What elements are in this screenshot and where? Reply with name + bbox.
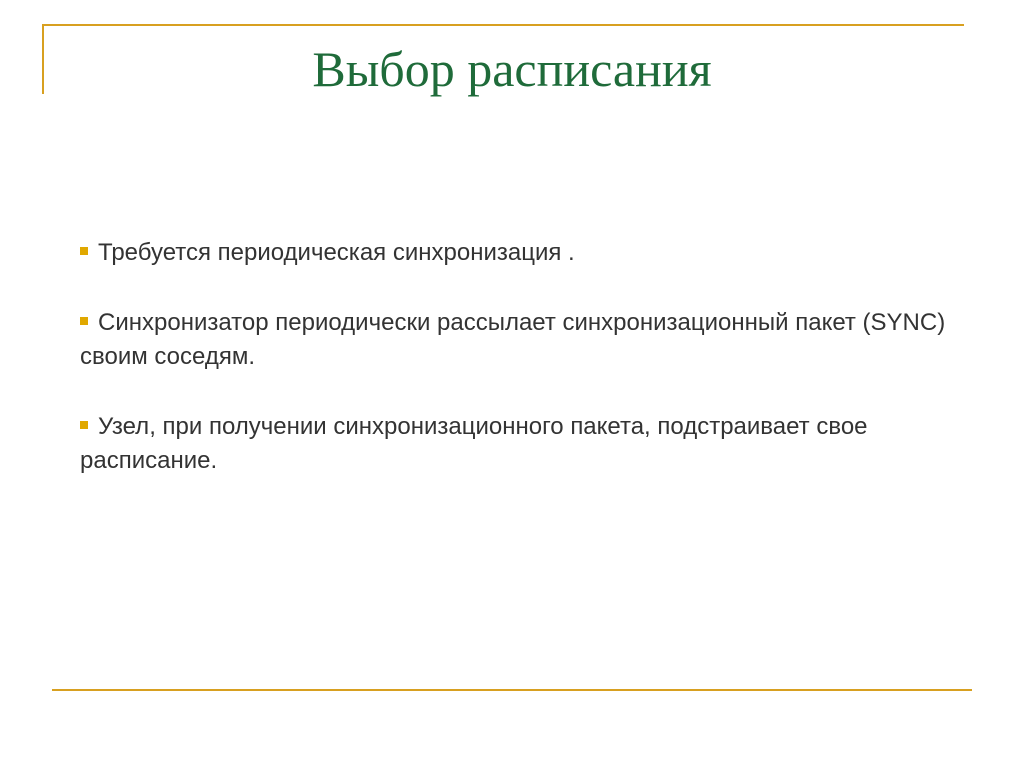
- frame-top-line: [42, 24, 964, 26]
- bullet-text: Узел, при получении синхронизационного пакета, подстраивает свое расписание.: [80, 413, 868, 474]
- bullet-item: [80, 236, 960, 270]
- bullet-text: Требуется периодическая синхронизация .: [98, 239, 575, 266]
- bullet-square-icon: [80, 421, 88, 429]
- bullet-square-icon: [80, 317, 88, 325]
- slide-content: [80, 236, 960, 514]
- slide-title: Выбор расписания: [312, 41, 712, 97]
- bullet-square-icon: [80, 247, 88, 255]
- bullet-item: [80, 306, 960, 374]
- bullet-item: [80, 410, 960, 478]
- bullet-text: Синхронизатор периодически рассылает синхронизационный пакет (SYNC) своим соседям.: [80, 309, 946, 370]
- frame-bottom-line: [52, 689, 972, 691]
